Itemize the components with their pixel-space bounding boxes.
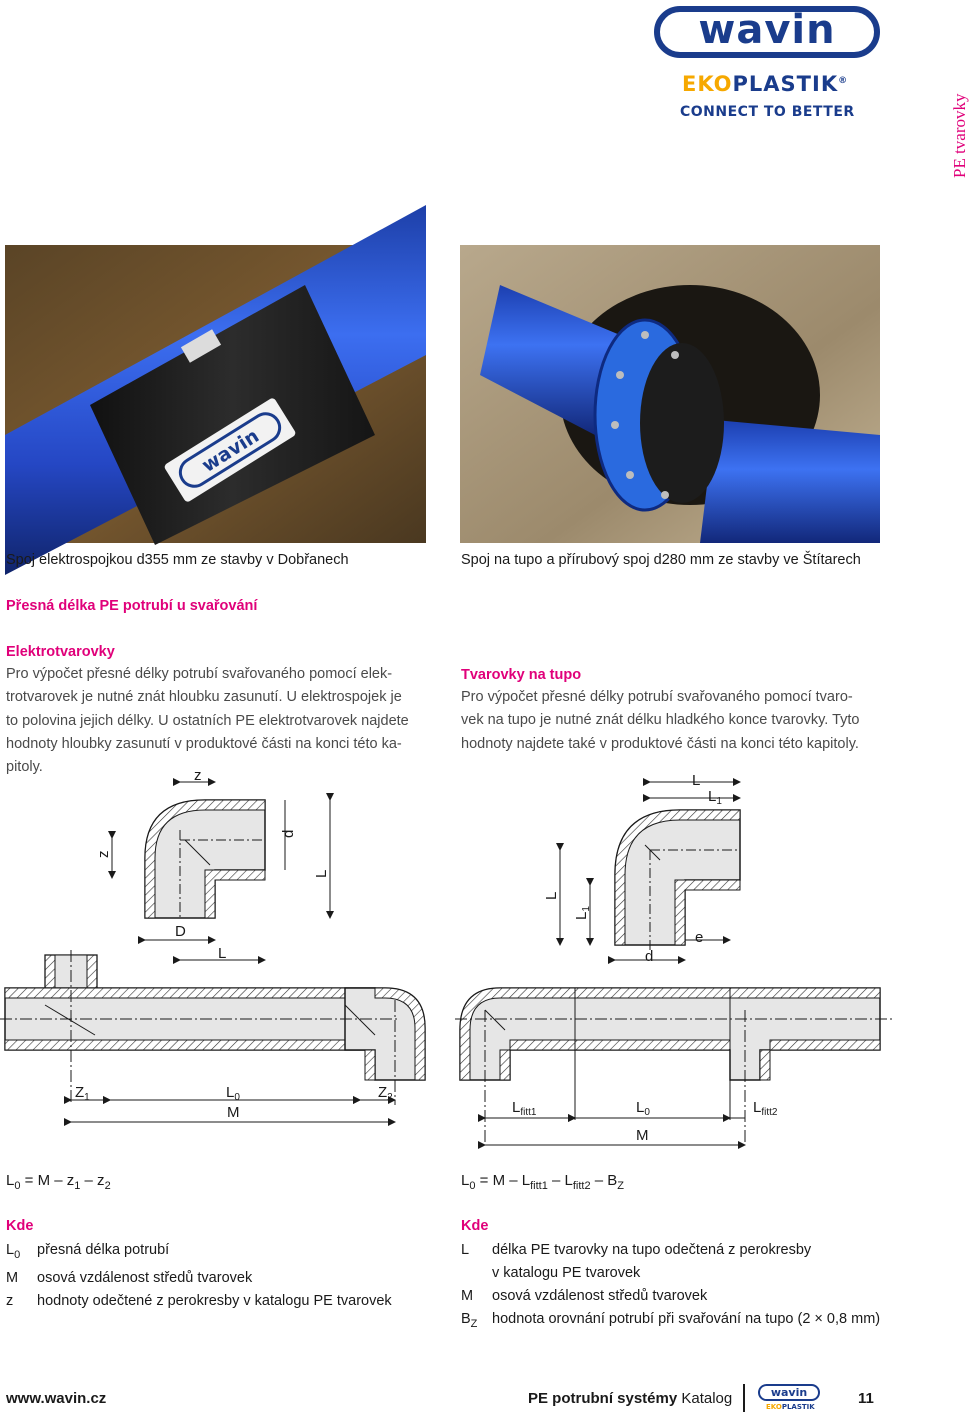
legend-row (461, 1239, 891, 1262)
butt-fusion-title: Tvarovky na tupo (461, 667, 582, 683)
legend-row (6, 1290, 436, 1313)
label-Lfitt2-main: L (753, 1099, 762, 1116)
brand-logo[interactable] (654, 6, 884, 120)
legend-symbol-sub: Z (470, 1317, 478, 1330)
legend-text: délka PE tvarovky na tupo odečtená z perokresby (492, 1242, 812, 1258)
legend-symbol (461, 1285, 492, 1308)
legend-symbol-main: M (461, 1288, 474, 1304)
legend-row (6, 1239, 436, 1267)
footer-website-link[interactable]: www.wavin.cz (6, 1390, 107, 1407)
label-Lfitt1 (512, 1099, 537, 1118)
formula-minus2: – B (590, 1172, 618, 1189)
text-line: hodnoty najdete také v produktové části na konci této kapitoly. (461, 735, 859, 752)
formula-L: L (461, 1172, 470, 1189)
wavin-logo-pill (654, 6, 880, 58)
label-d: d (280, 829, 297, 838)
label-Z1 (75, 1084, 90, 1103)
footer-divider (743, 1384, 745, 1412)
legend-symbol-main: M (6, 1269, 19, 1286)
label-L0-left-main: L (226, 1084, 235, 1101)
footer-logo-pill (758, 1384, 820, 1401)
label-d-right: d (645, 948, 654, 965)
legend-symbol-main: L (6, 1242, 15, 1258)
legend-symbol-main: z (6, 1292, 14, 1309)
label-Z1-sub: 1 (84, 1092, 90, 1103)
section-heading: Přesná délka PE potrubí u svařování (6, 598, 258, 614)
coupling-label-text: wavin (198, 424, 263, 477)
electrofusion-title: Elektrotvarovky (6, 644, 115, 660)
butt-elbow-drawing (543, 772, 740, 965)
label-L-vertical: L (313, 869, 330, 878)
formula-fitt1-sub: fitt1 (530, 1180, 548, 1192)
footer-catalog-title (528, 1390, 732, 1407)
label-L-top: L (692, 772, 701, 789)
label-Lfitt2-sub: fitt2 (761, 1107, 778, 1118)
brand-sub-first: EKO (682, 72, 733, 96)
legend-text: v katalogu PE tvarovek (492, 1265, 641, 1281)
label-L1-top-sub: 1 (716, 796, 722, 807)
brand-subline (682, 72, 884, 96)
electrofusion-elbow-drawing (95, 767, 330, 962)
text-line: hodnoty hloubky zasunutí v produktové části na konci této ka- (6, 735, 402, 752)
label-D: D (175, 923, 186, 940)
footer-catalog-rest: Katalog (677, 1390, 733, 1407)
butt-fusion-text (461, 686, 881, 756)
legend-text: osová vzdálenost středů tvarovek (37, 1269, 253, 1286)
legend-row (461, 1308, 891, 1336)
legend-symbol-sub: 0 (14, 1248, 21, 1261)
legend-text: hodnoty odečtené z perokresby v katalogu PE tvarovek (37, 1292, 392, 1309)
butt-assembly-drawing (455, 988, 895, 1145)
formula-L: L (6, 1172, 15, 1189)
label-L0-left (226, 1084, 240, 1103)
label-L1-top-main: L (708, 788, 717, 805)
photo-right-caption: Spoj na tupo a přírubový spoj d280 mm ze stavby ve Štítarech (461, 552, 861, 568)
legend-symbol-main: L (461, 1242, 470, 1258)
brand-sub-second: PLASTIK (732, 72, 839, 96)
label-Z2-sub: 2 (387, 1092, 393, 1103)
label-Z2-main: Z (378, 1084, 388, 1101)
formula-eq: = M – z (20, 1172, 75, 1189)
text-line: trotvarovek je nutné znát hloubku zasunutí. U elektrospojek je (6, 689, 402, 706)
label-L0-right-main: L (636, 1099, 645, 1116)
footer-catalog-bold: PE potrubní systémy (528, 1390, 678, 1407)
electrofusion-assembly-drawing (0, 950, 425, 1122)
formula-electrofusion (6, 1172, 111, 1192)
label-z-side: z (95, 850, 112, 858)
brand-tagline: CONNECT TO BETTER (680, 104, 855, 120)
technical-drawings (0, 760, 960, 1160)
footer-logo (758, 1384, 822, 1411)
legend-symbol (461, 1239, 492, 1262)
formula-bz-sub: Z (617, 1180, 624, 1192)
brand-name: wavin (698, 7, 836, 53)
label-Z1-main: Z (75, 1084, 85, 1101)
label-L-side: L (543, 891, 560, 900)
photo-flange-joint (460, 245, 880, 543)
text-line: to polovina jejich délky. U ostatních PE elektrotvarovek najdete (6, 712, 409, 729)
legend-symbol (461, 1262, 492, 1285)
label-Lfitt1-sub: fitt1 (520, 1107, 537, 1118)
legend-electrofusion (6, 1216, 436, 1313)
label-Lfitt1-main: L (512, 1099, 521, 1116)
formula-minus: – z (80, 1172, 105, 1189)
page-number: 11 (858, 1390, 874, 1407)
legend-row (6, 1267, 436, 1290)
label-z-top: z (194, 767, 202, 784)
registered-mark: ® (838, 76, 849, 86)
label-L0-right-sub: 0 (644, 1107, 650, 1118)
label-M-left: M (227, 1104, 240, 1121)
photo-left-caption: Spoj elektrospojkou d355 mm ze stavby v Dobřanech (6, 552, 349, 568)
side-label-text: PE tvarovky (950, 93, 969, 178)
electrofusion-section (6, 642, 426, 779)
text-line: pitoly. (6, 759, 43, 776)
butt-fusion-section (461, 665, 881, 756)
formula-fitt2-sub: fitt2 (572, 1180, 591, 1192)
label-L-horizontal: L (218, 945, 227, 962)
formula-eq: = M – L (475, 1172, 531, 1189)
legend-text: osová vzdálenost středů tvarovek (492, 1288, 708, 1304)
formula-z1-sub: 1 (74, 1180, 81, 1192)
formula-L-sub: 0 (14, 1180, 21, 1192)
formula-z2-sub: 2 (104, 1180, 111, 1192)
legend-title: Kde (461, 1218, 489, 1234)
legend-title: Kde (6, 1218, 34, 1234)
label-L1-side (573, 906, 592, 920)
label-Lfitt2 (753, 1099, 778, 1118)
legend-symbol (6, 1290, 37, 1313)
legend-row (461, 1285, 891, 1308)
label-L1-side-main: L (573, 911, 590, 920)
technical-drawings-svg (0, 760, 960, 1160)
label-L0-right (636, 1099, 650, 1118)
footer-logo-sub (766, 1403, 822, 1411)
formula-minus1: – L (547, 1172, 573, 1189)
label-e: e (695, 929, 704, 946)
photo-electrofusion-svg (5, 245, 426, 543)
text-line: Pro výpočet přesné délky potrubí svařovaného pomocí tvaro- (461, 689, 853, 705)
formula-butt-fusion (461, 1172, 624, 1192)
footer-logo-sub-first: EKO (766, 1403, 782, 1411)
footer-logo-name: wavin (770, 1386, 808, 1399)
text-line: vek na tupo je nutné znát délku hladkého konce tvarovky. Tyto (461, 712, 860, 729)
legend-symbol-main: B (461, 1311, 471, 1327)
photo-flange-svg (460, 245, 880, 543)
photo-electrofusion-coupling (5, 245, 426, 543)
legend-symbol (461, 1308, 492, 1336)
formula-L-sub: 0 (469, 1180, 476, 1192)
legend-text: hodnota orovnání potrubí při svařování na tupo (2 × 0,8 mm) (492, 1311, 881, 1327)
label-L1-top (708, 788, 722, 807)
label-Z2 (378, 1084, 393, 1103)
label-M-right: M (636, 1127, 649, 1144)
legend-row (461, 1262, 891, 1285)
footer-logo-sub-second: PLASTIK (781, 1403, 815, 1411)
side-label (930, 60, 969, 180)
page-footer (0, 1388, 960, 1414)
legend-butt-fusion (461, 1216, 891, 1336)
legend-text: přesná délka potrubí (37, 1242, 170, 1258)
legend-symbol (6, 1239, 37, 1267)
label-L1-side-sub: 1 (581, 906, 592, 912)
legend-symbol (6, 1267, 37, 1290)
text-line: Pro výpočet přesné délky potrubí svařovaného pomocí elek- (6, 666, 393, 682)
label-L0-left-sub: 0 (234, 1092, 240, 1103)
